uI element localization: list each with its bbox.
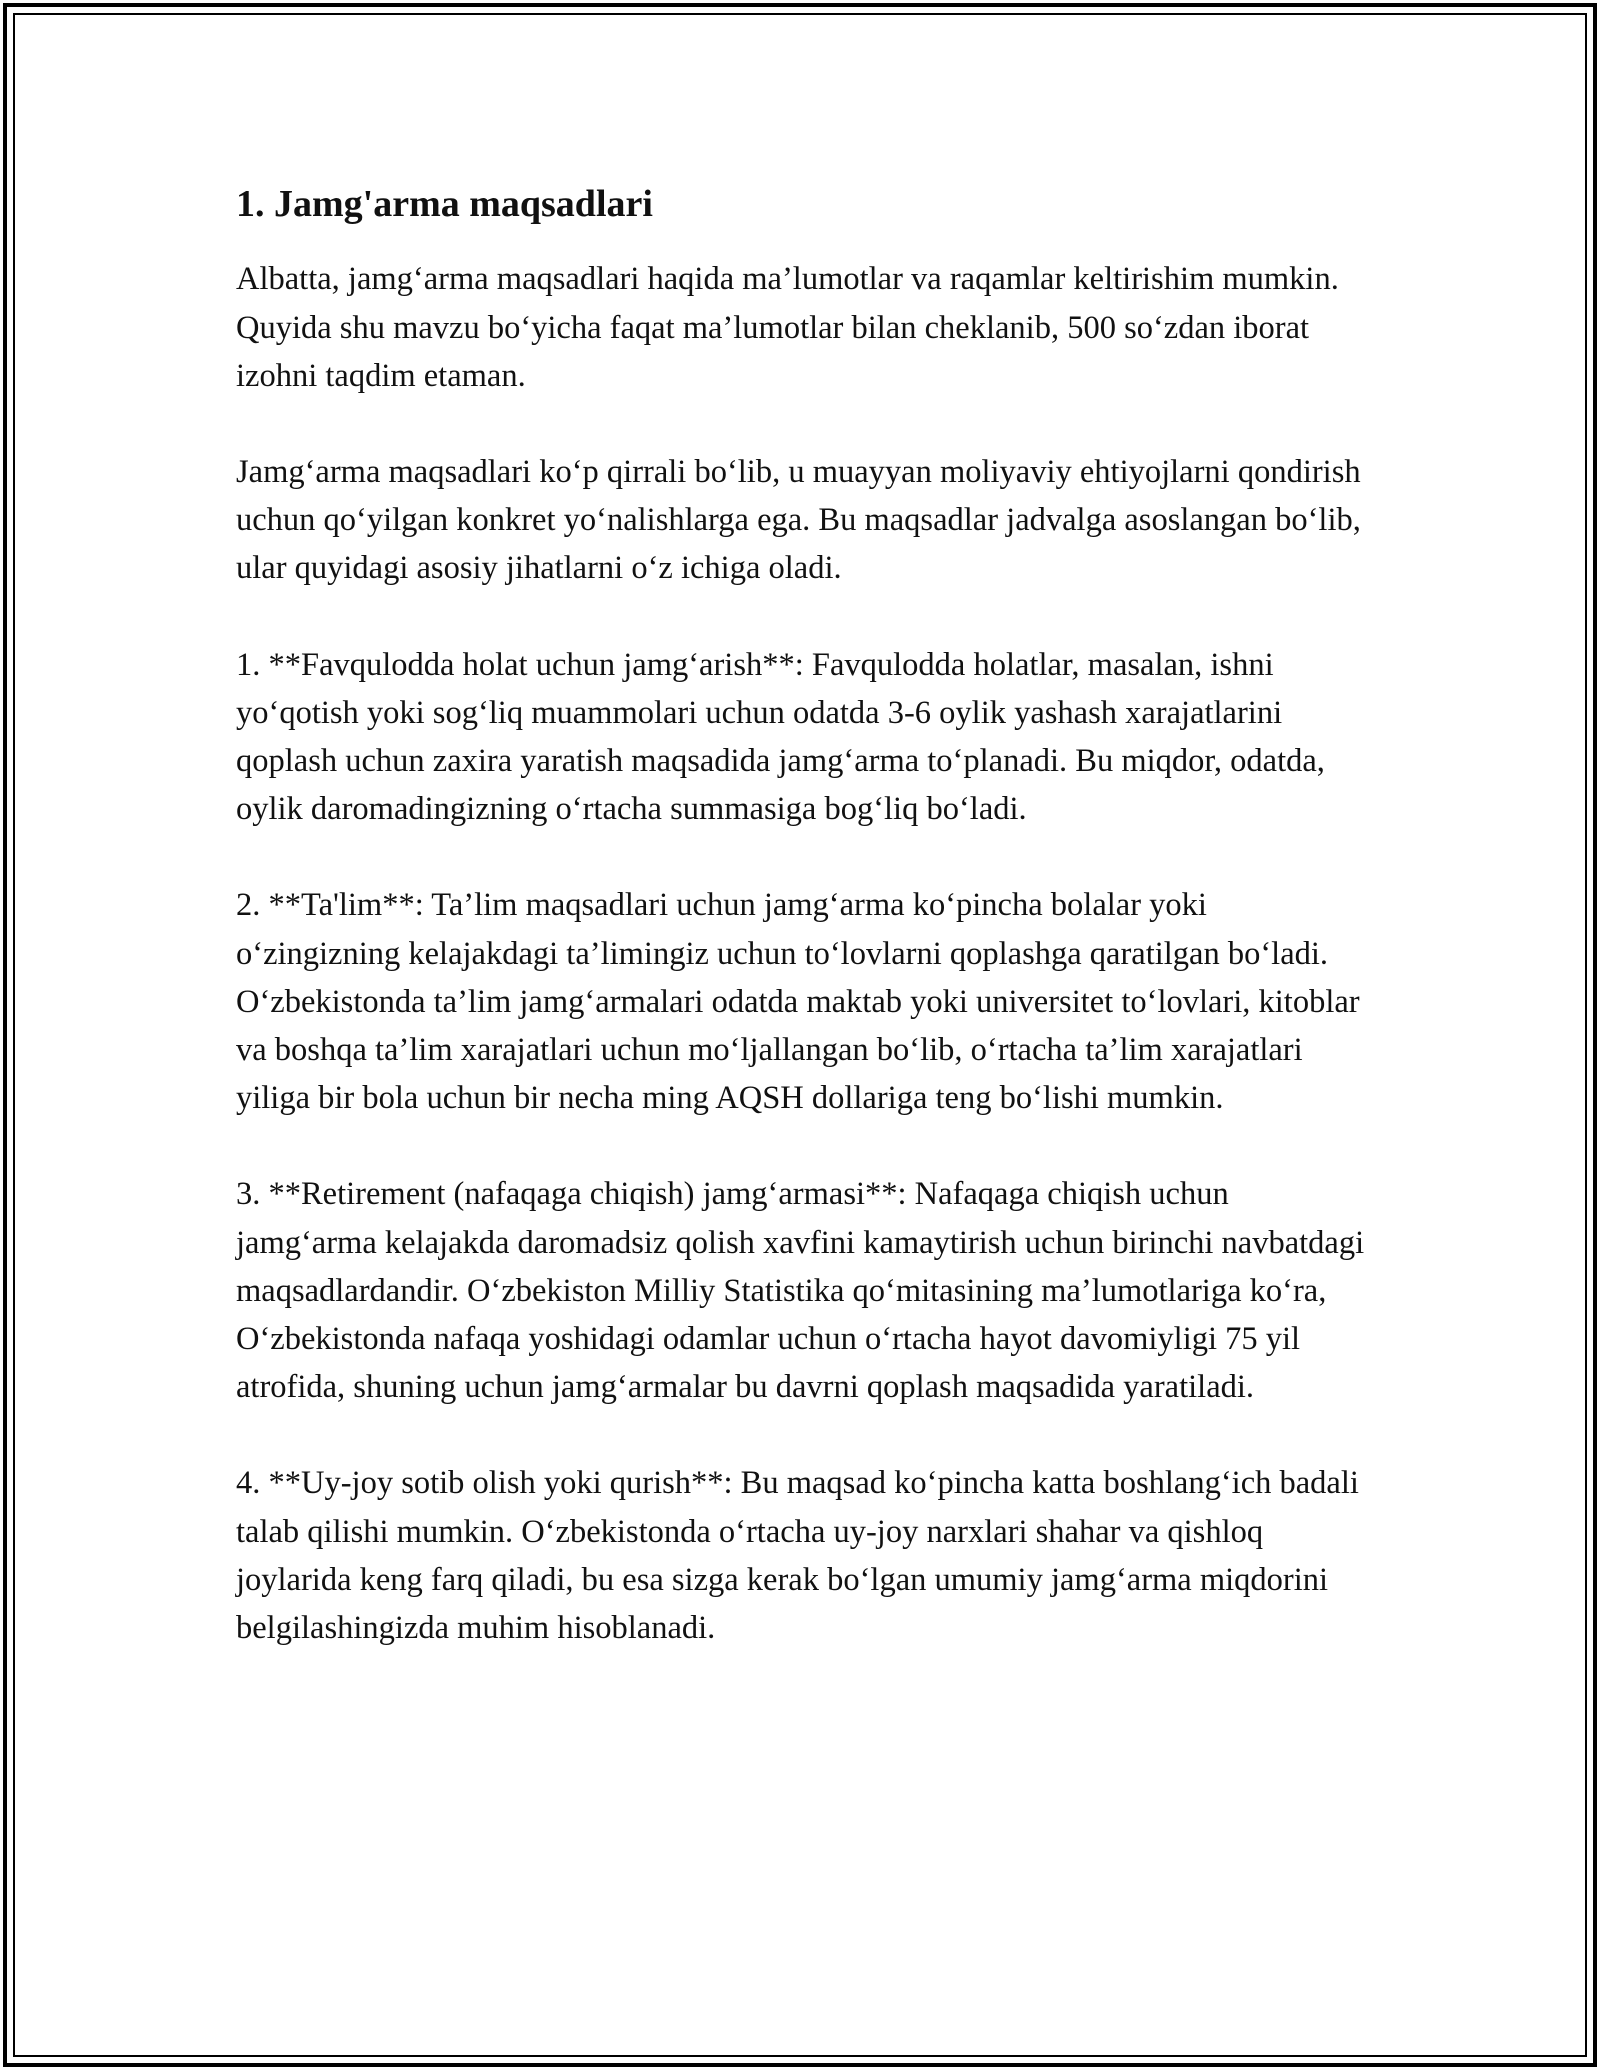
paragraph-education: 2. **Ta'lim**: Ta’lim maqsadlari uchun jamg‘arma ko‘pincha bolalar yoki o‘zingizning kelajakdagi ta’limingiz uchun to‘lovlarni qoplashga qaratilgan bo‘ladi. O‘zbekistonda ta’lim jamg‘armalari odatda maktab yoki universitet to‘lovlari, kitoblar va boshqa ta’lim xarajatlari uchun mo‘ljallangan bo‘lib, o‘rtacha ta’lim xarajatlari yiliga bir bola uchun bir necha ming AQSH dollariga teng bo‘lishi mumkin. [236, 887, 1360, 1117]
paragraph-housing: 4. **Uy-joy sotib olish yoki qurish**: Bu maqsad ko‘pincha katta boshlang‘ich badali talab qilishi mumkin. O‘zbekistonda o‘rtacha uy-joy narxlari shahar va qishloq joylarida keng farq qiladi, bu esa sizga kerak bo‘lgan umumiy jamg‘arma miqdorini belgilashingizda muhim hisoblanadi. [236, 1465, 1359, 1647]
section-heading: 1. Jamg'arma maqsadlari [236, 183, 653, 225]
document-body [236, 180, 1376, 1700]
paragraph-emergency-savings: 1. **Favqulodda holat uchun jamg‘arish**: Favqulodda holatlar, masalan, ishni yo‘qotish yoki sog‘liq muammolari uchun odatda 3-6 oylik yashash xarajatlarini qoplash uchun zaxira yaratish maqsadida jamg‘arma to‘planadi. Bu miqdor, odatda, oylik daromadingizning o‘rtacha summasiga bog‘liq bo‘ladi. [236, 646, 1325, 828]
paragraph-intro: Albatta, jamg‘arma maqsadlari haqida ma’lumotlar va raqamlar keltirishim mumkin. Quyida shu mavzu bo‘yicha faqat ma’lumotlar bilan cheklanib, 500 so‘zdan iborat izohni taqdim etaman. [236, 261, 1339, 394]
paragraph-overview: Jamg‘arma maqsadlari ko‘p qirrali bo‘lib, u muayyan moliyaviy ehtiyojlarni qondirish uchun qo‘yilgan konkret yo‘nalishlarga ega. Bu maqsadlar jadvalga asoslangan bo‘lib, ular quyidagi asosiy jihatlarni o‘z ichiga oladi. [236, 454, 1361, 587]
paragraph-retirement: 3. **Retirement (nafaqaga chiqish) jamg‘armasi**: Nafaqaga chiqish uchun jamg‘arma kelajakda daromadsiz qolish xavfini kamaytirish uchun birinchi navbatdagi maqsadlardandir. O‘zbekiston Milliy Statistika qo‘mitasining ma’lumotlariga ko‘ra, O‘zbekistonda nafaqa yoshidagi odamlar uchun o‘rtacha hayot davomiyligi 75 yil atrofida, shuning uchun jamg‘armalar bu davrni qoplash maqsadida yaratiladi. [236, 1176, 1365, 1406]
